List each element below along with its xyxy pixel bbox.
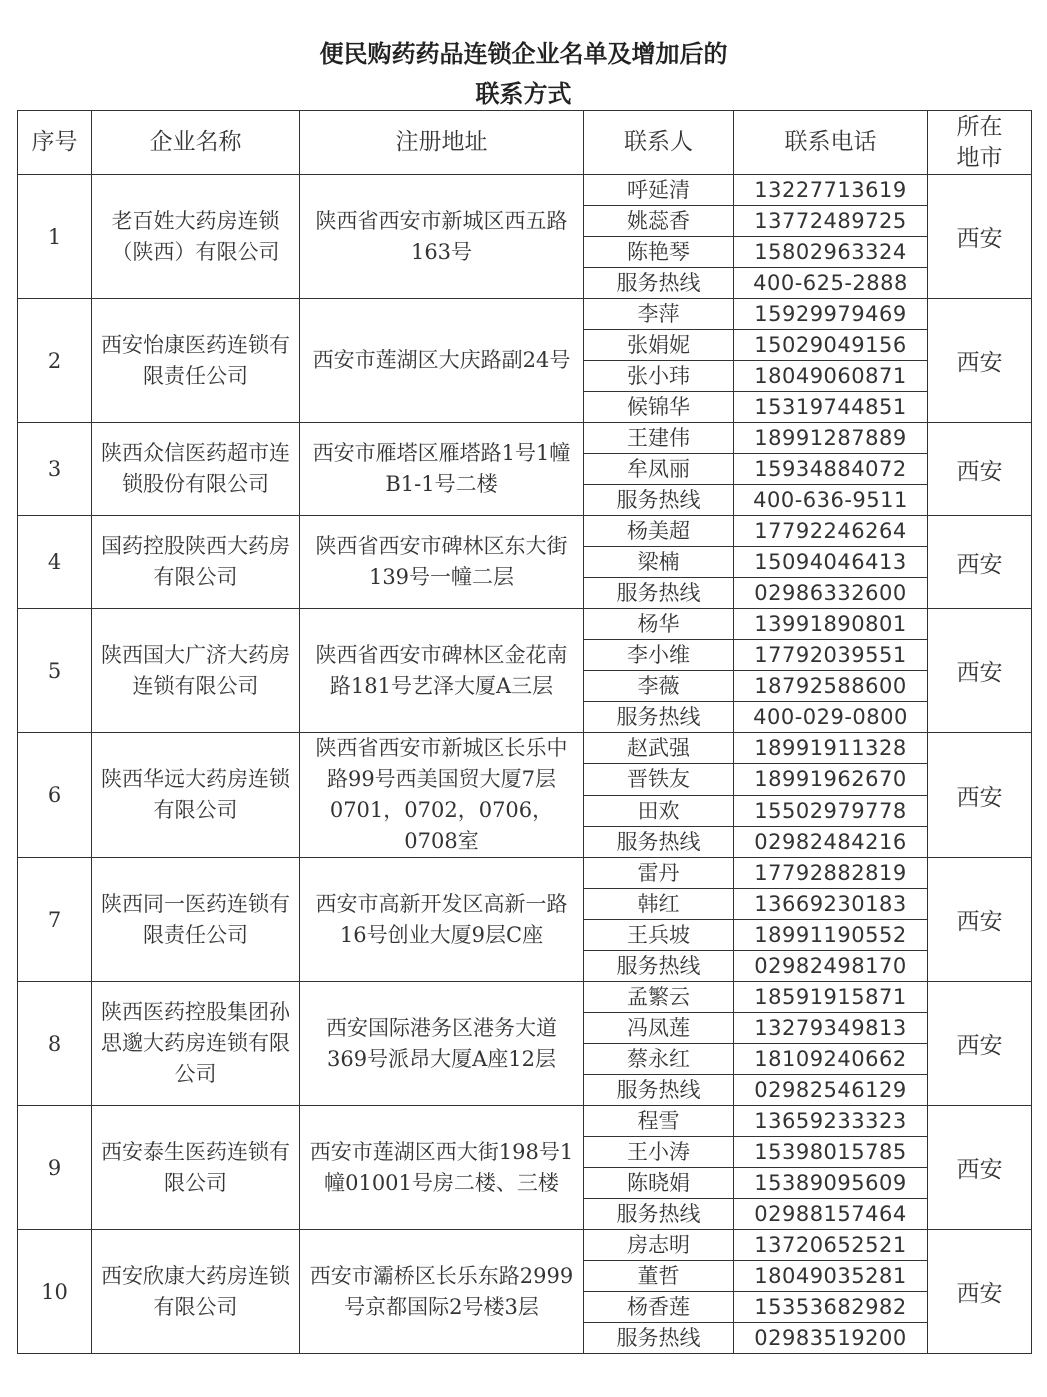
contact-person: 李薇: [584, 671, 734, 702]
city: 西安: [928, 1106, 1032, 1230]
contact-phone: 18109240662: [734, 1044, 928, 1075]
contact-person: 李萍: [584, 299, 734, 330]
table-body: [18, 175, 1032, 1354]
city: 西安: [928, 299, 1032, 423]
document-subtitle: 联系方式: [475, 80, 572, 108]
pharmacy-table: [17, 110, 1032, 1354]
contact-person: 陈艳琴: [584, 237, 734, 268]
company-name: 陕西医药控股集团孙思邈大药房连锁有限公司: [92, 982, 300, 1106]
row-index: 8: [18, 982, 92, 1106]
table-row: [18, 1230, 1032, 1261]
contact-phone: 13669230183: [734, 889, 928, 920]
contact-phone: 15934884072: [734, 454, 928, 485]
contact-person: 张小玮: [584, 361, 734, 392]
registered-address: 陕西省西安市新城区长乐中路99号西美国贸大厦7层0701，0702，0706，0708室: [300, 733, 584, 858]
registered-address: 西安市灞桥区长乐东路2999号京都国际2号楼3层: [300, 1230, 584, 1354]
header-contact: 联系人: [584, 111, 734, 175]
contact-person: 董哲: [584, 1261, 734, 1292]
contact-person: 姚蕊香: [584, 206, 734, 237]
contact-phone: 400-636-9511: [734, 485, 928, 516]
contact-person: 王建伟: [584, 423, 734, 454]
contact-person: 服务热线: [584, 268, 734, 299]
header-city: 所在地市: [928, 111, 1032, 175]
contact-phone: 15502979778: [734, 795, 928, 826]
contact-phone: 13991890801: [734, 609, 928, 640]
table-row: [18, 423, 1032, 454]
company-name: 陕西众信医药超市连锁股份有限公司: [92, 423, 300, 516]
contact-phone: 18991962670: [734, 764, 928, 795]
registered-address: 西安市莲湖区西大街198号1幢01001号房二楼、三楼: [300, 1106, 584, 1230]
header-company: 企业名称: [92, 111, 300, 175]
company-name: 老百姓大药房连锁（陕西）有限公司: [92, 175, 300, 299]
contact-person: 王兵坡: [584, 920, 734, 951]
table-header-row: [18, 111, 1032, 175]
contact-person: 冯凤莲: [584, 1013, 734, 1044]
contact-person: 房志明: [584, 1230, 734, 1261]
registered-address: 陕西省西安市碑林区东大街139号一幢二层: [300, 516, 584, 609]
contact-person: 杨华: [584, 609, 734, 640]
contact-phone: 15389095609: [734, 1168, 928, 1199]
row-index: 1: [18, 175, 92, 299]
contact-phone: 18991911328: [734, 733, 928, 764]
contact-phone: 02988157464: [734, 1199, 928, 1230]
table-row: [18, 299, 1032, 330]
contact-phone: 17792039551: [734, 640, 928, 671]
contact-phone: 02982484216: [734, 826, 928, 857]
table-row: [18, 1106, 1032, 1137]
row-index: 2: [18, 299, 92, 423]
contact-person: 李小维: [584, 640, 734, 671]
company-name: 西安泰生医药连锁有限公司: [92, 1106, 300, 1230]
row-index: 4: [18, 516, 92, 609]
contact-phone: 18991190552: [734, 920, 928, 951]
contact-person: 田欢: [584, 795, 734, 826]
contact-phone: 15929979469: [734, 299, 928, 330]
contact-phone: 13279349813: [734, 1013, 928, 1044]
city: 西安: [928, 982, 1032, 1106]
contact-phone: 02986332600: [734, 578, 928, 609]
company-name: 陕西国大广济大药房连锁有限公司: [92, 609, 300, 733]
contact-person: 服务热线: [584, 951, 734, 982]
contact-phone: 02982498170: [734, 951, 928, 982]
contact-phone: 18049060871: [734, 361, 928, 392]
registered-address: 陕西省西安市新城区西五路163号: [300, 175, 584, 299]
contact-person: 服务热线: [584, 1075, 734, 1106]
table-row: [18, 609, 1032, 640]
company-name: 西安怡康医药连锁有限责任公司: [92, 299, 300, 423]
row-index: 10: [18, 1230, 92, 1354]
city: 西安: [928, 1230, 1032, 1354]
table-row: [18, 175, 1032, 206]
contact-person: 张娟妮: [584, 330, 734, 361]
contact-person: 孟繁云: [584, 982, 734, 1013]
contact-phone: 15353682982: [734, 1292, 928, 1323]
company-name: 陕西同一医药连锁有限责任公司: [92, 858, 300, 982]
table-row: [18, 858, 1032, 889]
registered-address: 陕西省西安市碑林区金花南路181号艺泽大厦A三层: [300, 609, 584, 733]
table-row: [18, 516, 1032, 547]
contact-person: 程雪: [584, 1106, 734, 1137]
contact-phone: 17792246264: [734, 516, 928, 547]
table-row: [18, 982, 1032, 1013]
contact-person: 服务热线: [584, 826, 734, 857]
contact-person: 雷丹: [584, 858, 734, 889]
contact-phone: 13659233323: [734, 1106, 928, 1137]
contact-phone: 13227713619: [734, 175, 928, 206]
contact-phone: 18591915871: [734, 982, 928, 1013]
contact-person: 呼延清: [584, 175, 734, 206]
contact-phone: 02983519200: [734, 1323, 928, 1354]
contact-person: 梁楠: [584, 547, 734, 578]
city: 西安: [928, 175, 1032, 299]
contact-person: 牟凤丽: [584, 454, 734, 485]
contact-person: 服务热线: [584, 578, 734, 609]
contact-phone: 15398015785: [734, 1137, 928, 1168]
contact-phone: 18991287889: [734, 423, 928, 454]
contact-person: 杨香莲: [584, 1292, 734, 1323]
contact-phone: 17792882819: [734, 858, 928, 889]
header-phone: 联系电话: [734, 111, 928, 175]
company-name: 西安欣康大药房连锁有限公司: [92, 1230, 300, 1354]
contact-person: 晋铁友: [584, 764, 734, 795]
registered-address: 西安市高新开发区高新一路16号创业大厦9层C座: [300, 858, 584, 982]
contact-person: 蔡永红: [584, 1044, 734, 1075]
city: 西安: [928, 858, 1032, 982]
contact-phone: 15319744851: [734, 392, 928, 423]
contact-person: 服务热线: [584, 1199, 734, 1230]
city: 西安: [928, 733, 1032, 858]
contact-phone: 13772489725: [734, 206, 928, 237]
row-index: 3: [18, 423, 92, 516]
contact-phone: 18049035281: [734, 1261, 928, 1292]
contact-phone: 15094046413: [734, 547, 928, 578]
contact-phone: 15029049156: [734, 330, 928, 361]
city: 西安: [928, 516, 1032, 609]
contact-person: 陈晓娟: [584, 1168, 734, 1199]
registered-address: 西安国际港务区港务大道369号派昂大厦A座12层: [300, 982, 584, 1106]
contact-person: 服务热线: [584, 1323, 734, 1354]
contact-person: 候锦华: [584, 392, 734, 423]
contact-person: 赵武强: [584, 733, 734, 764]
company-name: 国药控股陕西大药房有限公司: [92, 516, 300, 609]
contact-phone: 400-625-2888: [734, 268, 928, 299]
header-address: 注册地址: [300, 111, 584, 175]
row-index: 5: [18, 609, 92, 733]
document-title: 便民购药药品连锁企业名单及增加后的: [319, 40, 728, 68]
company-name: 陕西华远大药房连锁有限公司: [92, 733, 300, 858]
table-row: [18, 733, 1032, 764]
contact-phone: 02982546129: [734, 1075, 928, 1106]
contact-person: 服务热线: [584, 702, 734, 733]
registered-address: 西安市雁塔区雁塔路1号1幢B1-1号二楼: [300, 423, 584, 516]
contact-person: 服务热线: [584, 485, 734, 516]
contact-phone: 13720652521: [734, 1230, 928, 1261]
contact-phone: 18792588600: [734, 671, 928, 702]
city: 西安: [928, 423, 1032, 516]
contact-phone: 400-029-0800: [734, 702, 928, 733]
contact-phone: 15802963324: [734, 237, 928, 268]
row-index: 7: [18, 858, 92, 982]
contact-person: 韩红: [584, 889, 734, 920]
contact-person: 王小涛: [584, 1137, 734, 1168]
registered-address: 西安市莲湖区大庆路副24号: [300, 299, 584, 423]
city: 西安: [928, 609, 1032, 733]
contact-person: 杨美超: [584, 516, 734, 547]
header-index: 序号: [18, 111, 92, 175]
row-index: 9: [18, 1106, 92, 1230]
row-index: 6: [18, 733, 92, 858]
